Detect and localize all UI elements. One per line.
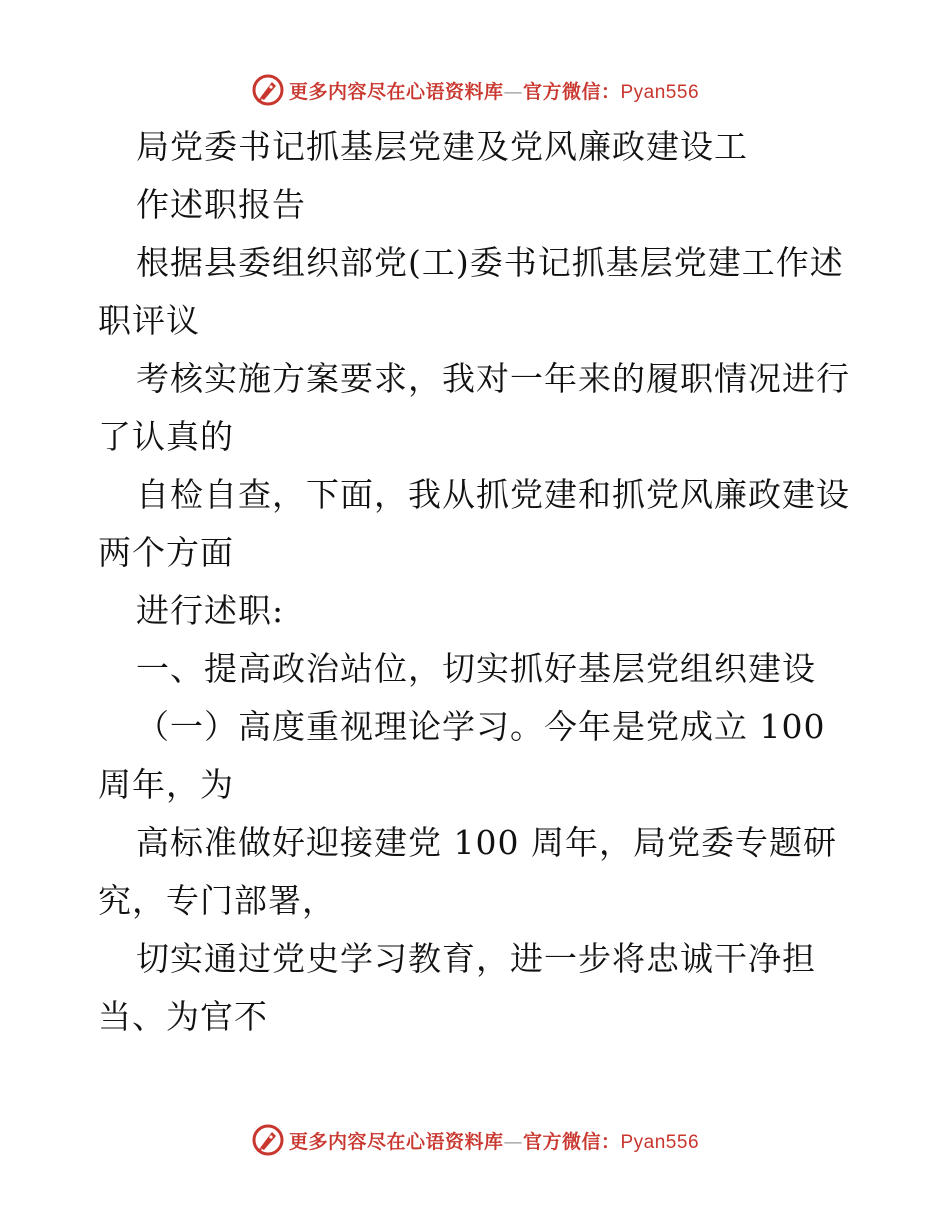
banner-main-text: 更多内容尽在心语资料库 bbox=[288, 80, 504, 103]
paragraph-line: 进行述职: bbox=[136, 591, 285, 630]
footer-watermark-banner bbox=[0, 1118, 950, 1162]
banner-handle: Pyan556 bbox=[620, 81, 700, 103]
paragraph-line: 根据县委组织部党(工)委书记抓基层党建工作述 bbox=[136, 243, 844, 282]
banner-text bbox=[289, 77, 699, 104]
paragraph-line: 两个方面 bbox=[98, 533, 234, 572]
banner-text bbox=[289, 1127, 699, 1154]
pen-nib-logo-icon bbox=[251, 1123, 285, 1157]
paragraph-line: 考核实施方案要求，我对一年来的履职情况进行 bbox=[136, 359, 850, 398]
banner-handle: Pyan556 bbox=[620, 1131, 700, 1153]
paragraph-line: 切实通过党史学习教育，进一步将忠诚干净担 bbox=[136, 939, 816, 978]
document-body bbox=[98, 118, 858, 1046]
paragraph-line: 当、为官不 bbox=[98, 997, 268, 1036]
paragraph-line: 高标准做好迎接建党 100 周年，局党委专题研 bbox=[136, 823, 837, 862]
paragraph-line: 自检自查，下面，我从抓党建和抓党风廉政建设 bbox=[136, 475, 850, 514]
paragraph-line: 职评议 bbox=[98, 301, 200, 340]
paragraph-line: 周年，为 bbox=[98, 765, 234, 804]
subsection-line: （一）高度重视理论学习。今年是党成立 100 bbox=[136, 707, 826, 746]
paragraph-line: 究，专门部署， bbox=[98, 881, 336, 920]
banner-main-text: 更多内容尽在心语资料库 bbox=[288, 1130, 504, 1153]
section-heading: 一、提高政治站位，切实抓好基层党组织建设 bbox=[136, 649, 816, 688]
header-watermark-banner bbox=[0, 68, 950, 112]
title-line-1: 局党委书记抓基层党建及党风廉政建设工 bbox=[136, 127, 748, 166]
banner-label: 官方微信： bbox=[522, 1130, 621, 1153]
title-line-2: 作述职报告 bbox=[136, 185, 306, 224]
banner-separator: — bbox=[503, 1130, 523, 1153]
banner-label: 官方微信： bbox=[522, 80, 621, 103]
banner-separator: — bbox=[503, 80, 523, 103]
paragraph-line: 了认真的 bbox=[98, 417, 234, 456]
pen-nib-logo-icon bbox=[251, 73, 285, 107]
